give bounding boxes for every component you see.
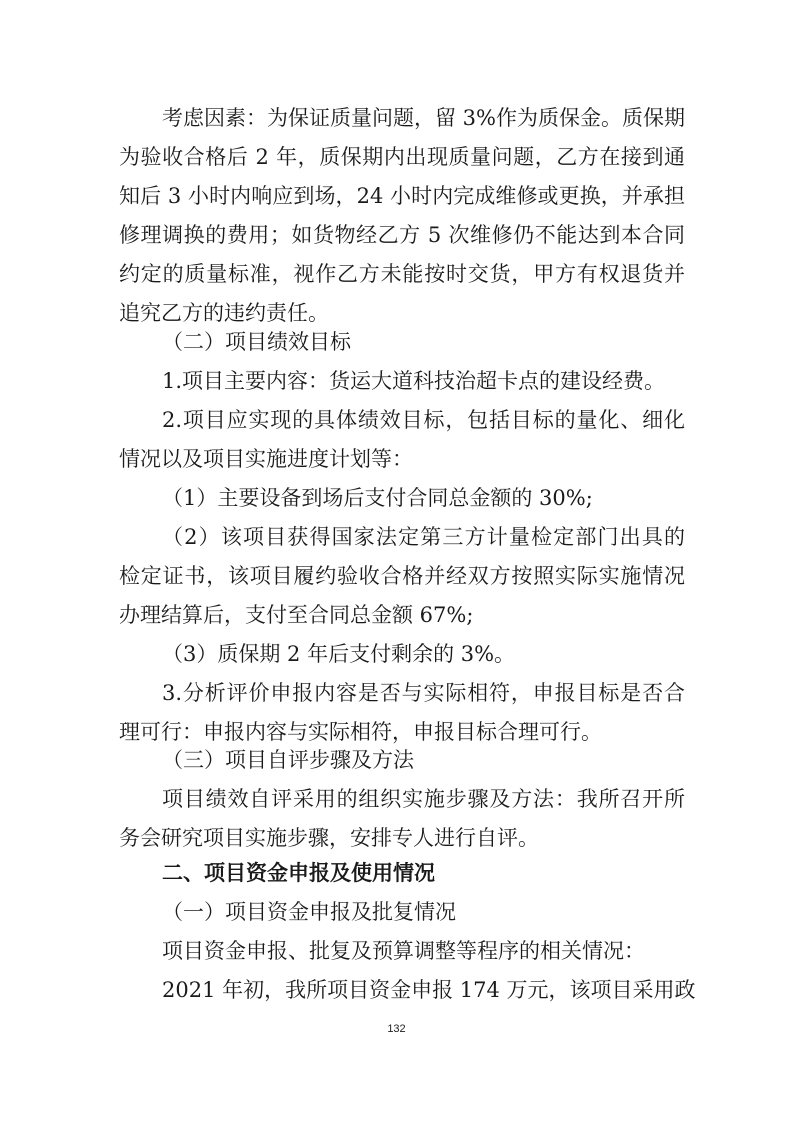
- text-line: 约定的质量标准，视作乙方未能按时交货，甲方有权退货并: [119, 262, 685, 286]
- section-heading: （二）项目绩效目标: [162, 330, 351, 354]
- text-line: 项目资金申报、批复及预算调整等程序的相关情况：: [162, 939, 645, 963]
- text-line: 2.项目应实现的具体绩效目标，包括目标的量化、细化: [162, 408, 685, 432]
- text-line: 考虑因素：为保证质量问题，留 3%作为质保金。质保期: [162, 106, 685, 130]
- text-line: 1.项目主要内容：货运大道科技治超卡点的建设经费。: [162, 369, 666, 393]
- text-line: 办理结算后，支付至合同总金额 67%;: [119, 603, 474, 627]
- text-line: 修理调换的费用；如货物经乙方 5 次维修仍不能达到本合同: [119, 223, 685, 247]
- text-line: 情况以及项目实施进度计划等：: [119, 447, 413, 471]
- text-line: （3）质保期 2 年后支付剩余的 3%。: [162, 642, 516, 666]
- text-line: 3.分析评价申报内容是否与实际相符，申报目标是否合: [162, 681, 685, 705]
- chapter-heading: 二、项目资金申报及使用情况: [162, 861, 435, 885]
- text-line: 理可行：申报内容与实际相符，申报目标合理可行。: [119, 720, 602, 744]
- text-line: 检定证书，该项目履约验收合格并经双方按照实际实施情况: [119, 564, 685, 588]
- section-heading: （一）项目资金申报及批复情况: [162, 900, 456, 924]
- section-heading: （三）项目自评步骤及方法: [162, 748, 414, 772]
- text-line: 知后 3 小时内响应到场，24 小时内完成维修或更换，并承担: [119, 184, 685, 208]
- text-line: 2021 年初，我所项目资金申报 174 万元，该项目采用政: [162, 978, 696, 1002]
- text-line: 追究乙方的违约责任。: [119, 301, 329, 325]
- text-line: 务会研究项目实施步骤，安排专人进行自评。: [119, 826, 539, 850]
- text-line: 为验收合格后 2 年，质保期内出现质量问题，乙方在接到通: [119, 145, 685, 169]
- text-line: 项目绩效自评采用的组织实施步骤及方法：我所召开所: [162, 787, 685, 811]
- text-line: （2）该项目获得国家法定第三方计量检定部门出具的: [162, 525, 685, 549]
- page-number: 132: [387, 1023, 406, 1035]
- text-line: （1）主要设备到场后支付合同总金额的 30%;: [162, 486, 593, 510]
